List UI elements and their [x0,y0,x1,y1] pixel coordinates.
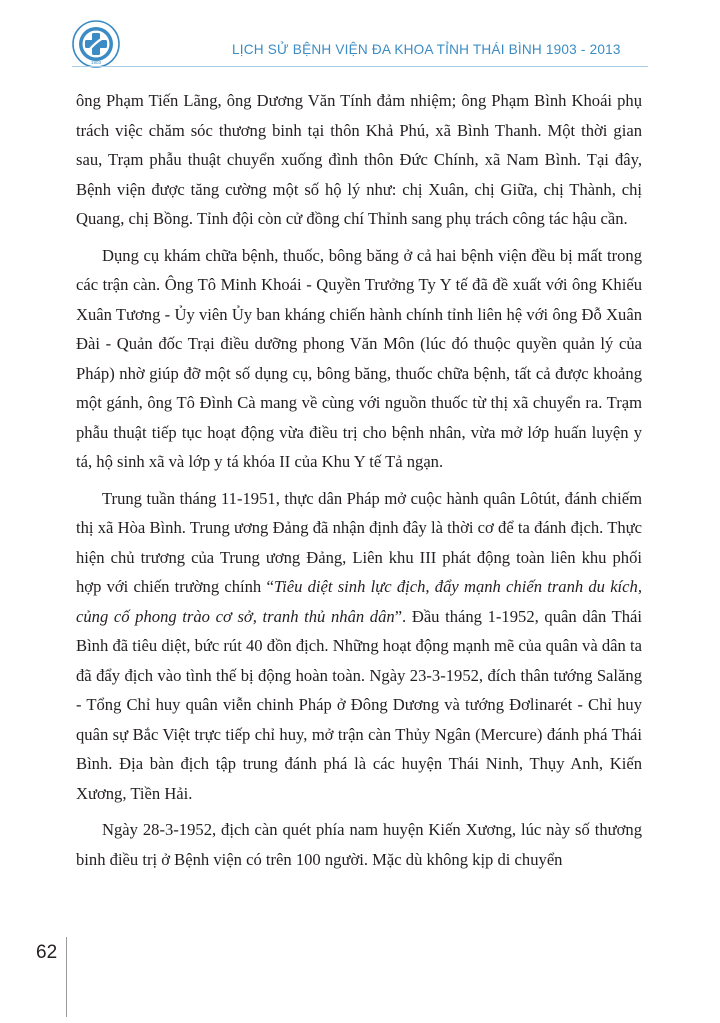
paragraph-2: Dụng cụ khám chữa bệnh, thuốc, bông băng ở cả hai bệnh viện đều bị mất trong các trận càn. Ông Tô Minh Khoái - Quyền Trưởng Ty Y tế đã đề xuất với ông Khiếu Xuân Tương - Ủy viên Ủy ban kháng chiến hành chính tỉnh liên hệ với ông Đỗ Xuân Đài - Quản đốc Trại điều dưỡng phong Văn Môn (lúc đó thuộc quyền quản lý của Pháp) nhờ giúp đỡ một số dụng cụ, bông băng, thuốc chữa bệnh, tất cả được khoảng một gánh, ông Tô Đình Cà mang về cùng với nguồn thuốc từ thị xã chuyển ra. Trạm phẫu thuật tiếp tục hoạt động vừa điều trị cho bệnh nhân, vừa mở lớp huấn luyện y tá, hộ sinh xã và lớp y tá khóa II của Khu Y tế Tả ngạn. [76,245,642,471]
logo-caption: 1903 [90,60,102,65]
paragraph-3-text-b: ”. Đầu tháng 1-1952, quân dân Thái Bình đã tiêu diệt, bức rút 40 đồn địch. Những hoạt động mạnh mẽ của quân và dân ta đã đẩy địch vào tình thế bị động hoàn toàn. Ngày 23-3-1952, đích thân tướng Salăng - Tổng Chỉ huy quân viễn chinh Pháp ở Đông Dương và tướng Đơlinarét - Chỉ huy quân sự Bắc Việt trực tiếp chỉ huy, mở trận càn Thủy Ngân (Mercure) đánh phá Thái Bình. Địa bàn địch tập trung đánh phá là các huyện Thái Ninh, Thụy Anh, Kiến Xương, Tiền Hải. [76,606,642,803]
running-header-title: LỊCH SỬ BỆNH VIỆN ĐA KHOA TỈNH THÁI BÌNH 1903 - 2013 [232,42,621,57]
footer-divider [66,937,67,1017]
paragraph-3-text-a: Trung tuần tháng 11-1951, thực dân Pháp mở cuộc hành quân Lôtút, đánh chiếm thị xã Hòa Bình. Trung ương Đảng đã nhận định đây là thời cơ để ta đánh địch. Thực hiện chủ trương của Trung ương Đảng, Liên khu III phát động toàn liên khu phối hợp với chiến trường chính “ [76,488,642,596]
page-body [76,86,642,881]
page-number: 62 [36,942,58,963]
hospital-emblem-icon [72,20,120,68]
paragraph-1: ông Phạm Tiến Lãng, ông Dương Văn Tính đảm nhiệm; ông Phạm Bình Khoái phụ trách việc chăm sóc thương binh tại thôn Khả Phú, xã Bình Thanh. Một thời gian sau, Trạm phẫu thuật chuyển xuống đình thôn Đức Chính, xã Nam Bình. Tại đây, Bệnh viện được tăng cường một số hộ lý như: chị Xuân, chị Giữa, chị Thành, chị Quang, chị Bồng. Tỉnh đội còn cử đồng chí Thỉnh sang phụ trách công tác hậu cần. [76,91,642,228]
paragraph-3 [76,484,642,809]
header-divider [72,66,648,67]
paragraph-3-quote: Tiêu diệt sinh lực địch, đẩy mạnh chiến tranh du kích, củng cố phong trào cơ sở, tranh thủ nhân dân [76,577,642,626]
paragraph-4: Ngày 28-3-1952, địch càn quét phía nam huyện Kiến Xương, lúc này số thương binh điều trị ở Bệnh viện có trên 100 người. Mặc dù không kịp di chuyển [76,820,642,869]
